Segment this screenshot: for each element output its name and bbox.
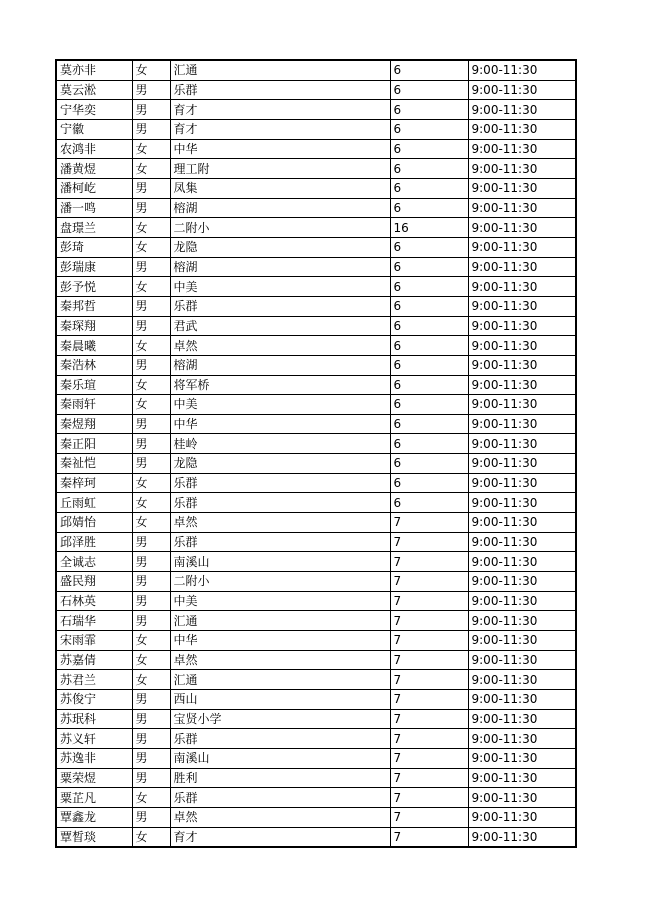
grade-cell: 7 xyxy=(390,827,468,847)
time-slot-cell: 9:00-11:30 xyxy=(468,768,576,788)
gender-cell: 女 xyxy=(132,375,170,395)
grade-cell: 6 xyxy=(390,277,468,297)
table-row xyxy=(56,650,576,670)
table-row xyxy=(56,237,576,257)
time-slot-cell: 9:00-11:30 xyxy=(468,690,576,710)
gender-cell: 女 xyxy=(132,395,170,415)
student-name-cell: 苏义轩 xyxy=(56,729,132,749)
gender-cell: 女 xyxy=(132,218,170,238)
school-cell: 二附小 xyxy=(170,218,390,238)
student-name-cell: 潘柯屹 xyxy=(56,178,132,198)
student-name-cell: 盛民翔 xyxy=(56,572,132,592)
grade-cell: 7 xyxy=(390,690,468,710)
grade-cell: 6 xyxy=(390,296,468,316)
school-cell: 宝贤小学 xyxy=(170,709,390,729)
grade-cell: 7 xyxy=(390,552,468,572)
student-name-cell: 粟芷凡 xyxy=(56,788,132,808)
student-name-cell: 全诚志 xyxy=(56,552,132,572)
grade-cell: 7 xyxy=(390,532,468,552)
gender-cell: 男 xyxy=(132,100,170,120)
table-row xyxy=(56,690,576,710)
student-name-cell: 盘璟兰 xyxy=(56,218,132,238)
grade-cell: 6 xyxy=(390,454,468,474)
time-slot-cell: 9:00-11:30 xyxy=(468,473,576,493)
table-row xyxy=(56,178,576,198)
table-row xyxy=(56,827,576,847)
gender-cell: 男 xyxy=(132,611,170,631)
table-row xyxy=(56,159,576,179)
gender-cell: 男 xyxy=(132,316,170,336)
school-cell: 龙隐 xyxy=(170,237,390,257)
student-name-cell: 覃鑫龙 xyxy=(56,807,132,827)
student-name-cell: 秦雨轩 xyxy=(56,395,132,415)
school-cell: 桂岭 xyxy=(170,434,390,454)
table-row xyxy=(56,316,576,336)
time-slot-cell: 9:00-11:30 xyxy=(468,513,576,533)
school-cell: 将军桥 xyxy=(170,375,390,395)
time-slot-cell: 9:00-11:30 xyxy=(468,336,576,356)
time-slot-cell: 9:00-11:30 xyxy=(468,296,576,316)
gender-cell: 女 xyxy=(132,650,170,670)
time-slot-cell: 9:00-11:30 xyxy=(468,237,576,257)
table-row xyxy=(56,709,576,729)
gender-cell: 男 xyxy=(132,198,170,218)
time-slot-cell: 9:00-11:30 xyxy=(468,493,576,513)
grade-cell: 7 xyxy=(390,611,468,631)
grade-cell: 7 xyxy=(390,788,468,808)
time-slot-cell: 9:00-11:30 xyxy=(468,748,576,768)
school-cell: 乐群 xyxy=(170,729,390,749)
time-slot-cell: 9:00-11:30 xyxy=(468,316,576,336)
school-cell: 汇通 xyxy=(170,611,390,631)
school-cell: 乐群 xyxy=(170,473,390,493)
student-name-cell: 覃晳琰 xyxy=(56,827,132,847)
table-row xyxy=(56,218,576,238)
time-slot-cell: 9:00-11:30 xyxy=(468,552,576,572)
grade-cell: 6 xyxy=(390,178,468,198)
time-slot-cell: 9:00-11:30 xyxy=(468,414,576,434)
table-row xyxy=(56,414,576,434)
student-name-cell: 秦晨曦 xyxy=(56,336,132,356)
gender-cell: 男 xyxy=(132,178,170,198)
time-slot-cell: 9:00-11:30 xyxy=(468,709,576,729)
grade-cell: 6 xyxy=(390,80,468,100)
student-name-cell: 莫云淞 xyxy=(56,80,132,100)
student-name-cell: 宁华奕 xyxy=(56,100,132,120)
grade-cell: 6 xyxy=(390,434,468,454)
gender-cell: 男 xyxy=(132,434,170,454)
student-name-cell: 秦梓珂 xyxy=(56,473,132,493)
grade-cell: 6 xyxy=(390,316,468,336)
student-name-cell: 宋雨霏 xyxy=(56,631,132,651)
school-cell: 育才 xyxy=(170,119,390,139)
gender-cell: 女 xyxy=(132,631,170,651)
student-name-cell: 彭琦 xyxy=(56,237,132,257)
time-slot-cell: 9:00-11:30 xyxy=(468,788,576,808)
gender-cell: 男 xyxy=(132,257,170,277)
student-name-cell: 苏珉科 xyxy=(56,709,132,729)
student-name-cell: 彭予悦 xyxy=(56,277,132,297)
gender-cell: 男 xyxy=(132,454,170,474)
school-cell: 乐群 xyxy=(170,493,390,513)
time-slot-cell: 9:00-11:30 xyxy=(468,159,576,179)
grade-cell: 6 xyxy=(390,493,468,513)
school-cell: 乐群 xyxy=(170,296,390,316)
student-name-cell: 苏俊宁 xyxy=(56,690,132,710)
gender-cell: 女 xyxy=(132,670,170,690)
school-cell: 龙隐 xyxy=(170,454,390,474)
table-row xyxy=(56,513,576,533)
gender-cell: 男 xyxy=(132,729,170,749)
grade-cell: 7 xyxy=(390,709,468,729)
student-name-cell: 丘雨虹 xyxy=(56,493,132,513)
time-slot-cell: 9:00-11:30 xyxy=(468,591,576,611)
student-name-cell: 石瑞华 xyxy=(56,611,132,631)
gender-cell: 男 xyxy=(132,355,170,375)
grade-cell: 6 xyxy=(390,395,468,415)
grade-cell: 7 xyxy=(390,591,468,611)
grade-cell: 6 xyxy=(390,257,468,277)
school-cell: 中美 xyxy=(170,395,390,415)
gender-cell: 女 xyxy=(132,336,170,356)
table-row xyxy=(56,139,576,159)
grade-cell: 7 xyxy=(390,670,468,690)
school-cell: 南溪山 xyxy=(170,552,390,572)
time-slot-cell: 9:00-11:30 xyxy=(468,178,576,198)
school-cell: 育才 xyxy=(170,100,390,120)
student-name-cell: 秦煜翔 xyxy=(56,414,132,434)
student-name-cell: 苏君兰 xyxy=(56,670,132,690)
school-cell: 凤集 xyxy=(170,178,390,198)
student-name-cell: 秦乐瑄 xyxy=(56,375,132,395)
table-row xyxy=(56,296,576,316)
gender-cell: 男 xyxy=(132,748,170,768)
table-row xyxy=(56,100,576,120)
student-name-cell: 邱泽胜 xyxy=(56,532,132,552)
time-slot-cell: 9:00-11:30 xyxy=(468,395,576,415)
student-name-cell: 秦琛翔 xyxy=(56,316,132,336)
grade-cell: 6 xyxy=(390,159,468,179)
student-name-cell: 秦邦哲 xyxy=(56,296,132,316)
table-row xyxy=(56,591,576,611)
student-name-cell: 彭瑞康 xyxy=(56,257,132,277)
gender-cell: 女 xyxy=(132,788,170,808)
grade-cell: 6 xyxy=(390,198,468,218)
student-name-cell: 秦浩林 xyxy=(56,355,132,375)
school-cell: 中美 xyxy=(170,591,390,611)
time-slot-cell: 9:00-11:30 xyxy=(468,670,576,690)
school-cell: 卓然 xyxy=(170,513,390,533)
grade-cell: 6 xyxy=(390,336,468,356)
gender-cell: 男 xyxy=(132,709,170,729)
grade-cell: 6 xyxy=(390,139,468,159)
time-slot-cell: 9:00-11:30 xyxy=(468,277,576,297)
gender-cell: 女 xyxy=(132,159,170,179)
school-cell: 汇通 xyxy=(170,60,390,80)
table-row xyxy=(56,80,576,100)
student-name-cell: 潘黄煜 xyxy=(56,159,132,179)
student-name-cell: 邱婧怡 xyxy=(56,513,132,533)
table-row xyxy=(56,454,576,474)
student-name-cell: 苏逸非 xyxy=(56,748,132,768)
gender-cell: 女 xyxy=(132,277,170,297)
gender-cell: 男 xyxy=(132,572,170,592)
table-row xyxy=(56,572,576,592)
time-slot-cell: 9:00-11:30 xyxy=(468,100,576,120)
school-cell: 西山 xyxy=(170,690,390,710)
student-name-cell: 石林英 xyxy=(56,591,132,611)
grade-cell: 6 xyxy=(390,119,468,139)
grade-cell: 7 xyxy=(390,513,468,533)
school-cell: 理工附 xyxy=(170,159,390,179)
school-cell: 卓然 xyxy=(170,336,390,356)
table-row xyxy=(56,670,576,690)
gender-cell: 女 xyxy=(132,473,170,493)
time-slot-cell: 9:00-11:30 xyxy=(468,650,576,670)
gender-cell: 男 xyxy=(132,532,170,552)
table-row xyxy=(56,434,576,454)
school-cell: 中华 xyxy=(170,414,390,434)
gender-cell: 男 xyxy=(132,80,170,100)
time-slot-cell: 9:00-11:30 xyxy=(468,80,576,100)
gender-cell: 女 xyxy=(132,60,170,80)
gender-cell: 女 xyxy=(132,139,170,159)
table-row xyxy=(56,631,576,651)
table-row xyxy=(56,277,576,297)
grade-cell: 7 xyxy=(390,807,468,827)
gender-cell: 男 xyxy=(132,591,170,611)
time-slot-cell: 9:00-11:30 xyxy=(468,375,576,395)
roster-table xyxy=(55,59,577,848)
grade-cell: 7 xyxy=(390,631,468,651)
student-name-cell: 秦正阳 xyxy=(56,434,132,454)
grade-cell: 6 xyxy=(390,100,468,120)
table-row xyxy=(56,355,576,375)
time-slot-cell: 9:00-11:30 xyxy=(468,631,576,651)
school-cell: 榕湖 xyxy=(170,198,390,218)
table-row xyxy=(56,473,576,493)
gender-cell: 男 xyxy=(132,296,170,316)
student-name-cell: 秦祉恺 xyxy=(56,454,132,474)
school-cell: 中华 xyxy=(170,631,390,651)
time-slot-cell: 9:00-11:30 xyxy=(468,218,576,238)
time-slot-cell: 9:00-11:30 xyxy=(468,611,576,631)
table-row xyxy=(56,807,576,827)
school-cell: 乐群 xyxy=(170,532,390,552)
table-row xyxy=(56,611,576,631)
table-row xyxy=(56,729,576,749)
time-slot-cell: 9:00-11:30 xyxy=(468,729,576,749)
table-row xyxy=(56,788,576,808)
table-row xyxy=(56,493,576,513)
student-name-cell: 宁徽 xyxy=(56,119,132,139)
grade-cell: 6 xyxy=(390,237,468,257)
student-name-cell: 苏嘉倩 xyxy=(56,650,132,670)
gender-cell: 男 xyxy=(132,414,170,434)
student-name-cell: 潘一鸣 xyxy=(56,198,132,218)
gender-cell: 女 xyxy=(132,513,170,533)
grade-cell: 7 xyxy=(390,768,468,788)
gender-cell: 男 xyxy=(132,119,170,139)
grade-cell: 7 xyxy=(390,729,468,749)
student-name-cell: 莫亦非 xyxy=(56,60,132,80)
table-row xyxy=(56,748,576,768)
school-cell: 君武 xyxy=(170,316,390,336)
school-cell: 二附小 xyxy=(170,572,390,592)
time-slot-cell: 9:00-11:30 xyxy=(468,827,576,847)
grade-cell: 16 xyxy=(390,218,468,238)
school-cell: 中华 xyxy=(170,139,390,159)
time-slot-cell: 9:00-11:30 xyxy=(468,572,576,592)
time-slot-cell: 9:00-11:30 xyxy=(468,434,576,454)
time-slot-cell: 9:00-11:30 xyxy=(468,532,576,552)
grade-cell: 6 xyxy=(390,355,468,375)
grade-cell: 6 xyxy=(390,414,468,434)
time-slot-cell: 9:00-11:30 xyxy=(468,355,576,375)
table-row xyxy=(56,60,576,80)
student-name-cell: 农鸿非 xyxy=(56,139,132,159)
school-cell: 汇通 xyxy=(170,670,390,690)
grade-cell: 7 xyxy=(390,572,468,592)
school-cell: 卓然 xyxy=(170,807,390,827)
gender-cell: 男 xyxy=(132,552,170,572)
gender-cell: 男 xyxy=(132,690,170,710)
time-slot-cell: 9:00-11:30 xyxy=(468,139,576,159)
time-slot-cell: 9:00-11:30 xyxy=(468,257,576,277)
school-cell: 卓然 xyxy=(170,650,390,670)
school-cell: 南溪山 xyxy=(170,748,390,768)
gender-cell: 男 xyxy=(132,807,170,827)
student-name-cell: 粟荣煜 xyxy=(56,768,132,788)
roster-body xyxy=(56,60,576,847)
time-slot-cell: 9:00-11:30 xyxy=(468,454,576,474)
school-cell: 胜利 xyxy=(170,768,390,788)
school-cell: 榕湖 xyxy=(170,355,390,375)
table-row xyxy=(56,552,576,572)
grade-cell: 6 xyxy=(390,375,468,395)
table-row xyxy=(56,375,576,395)
time-slot-cell: 9:00-11:30 xyxy=(468,198,576,218)
grade-cell: 6 xyxy=(390,473,468,493)
table-row xyxy=(56,532,576,552)
grade-cell: 7 xyxy=(390,748,468,768)
grade-cell: 6 xyxy=(390,60,468,80)
gender-cell: 女 xyxy=(132,237,170,257)
time-slot-cell: 9:00-11:30 xyxy=(468,119,576,139)
gender-cell: 女 xyxy=(132,493,170,513)
school-cell: 乐群 xyxy=(170,80,390,100)
table-row xyxy=(56,336,576,356)
table-row xyxy=(56,119,576,139)
school-cell: 育才 xyxy=(170,827,390,847)
time-slot-cell: 9:00-11:30 xyxy=(468,807,576,827)
school-cell: 榕湖 xyxy=(170,257,390,277)
table-row xyxy=(56,198,576,218)
school-cell: 乐群 xyxy=(170,788,390,808)
gender-cell: 女 xyxy=(132,827,170,847)
table-row xyxy=(56,257,576,277)
school-cell: 中美 xyxy=(170,277,390,297)
table-row xyxy=(56,768,576,788)
grade-cell: 7 xyxy=(390,650,468,670)
table-row xyxy=(56,395,576,415)
gender-cell: 男 xyxy=(132,768,170,788)
time-slot-cell: 9:00-11:30 xyxy=(468,60,576,80)
